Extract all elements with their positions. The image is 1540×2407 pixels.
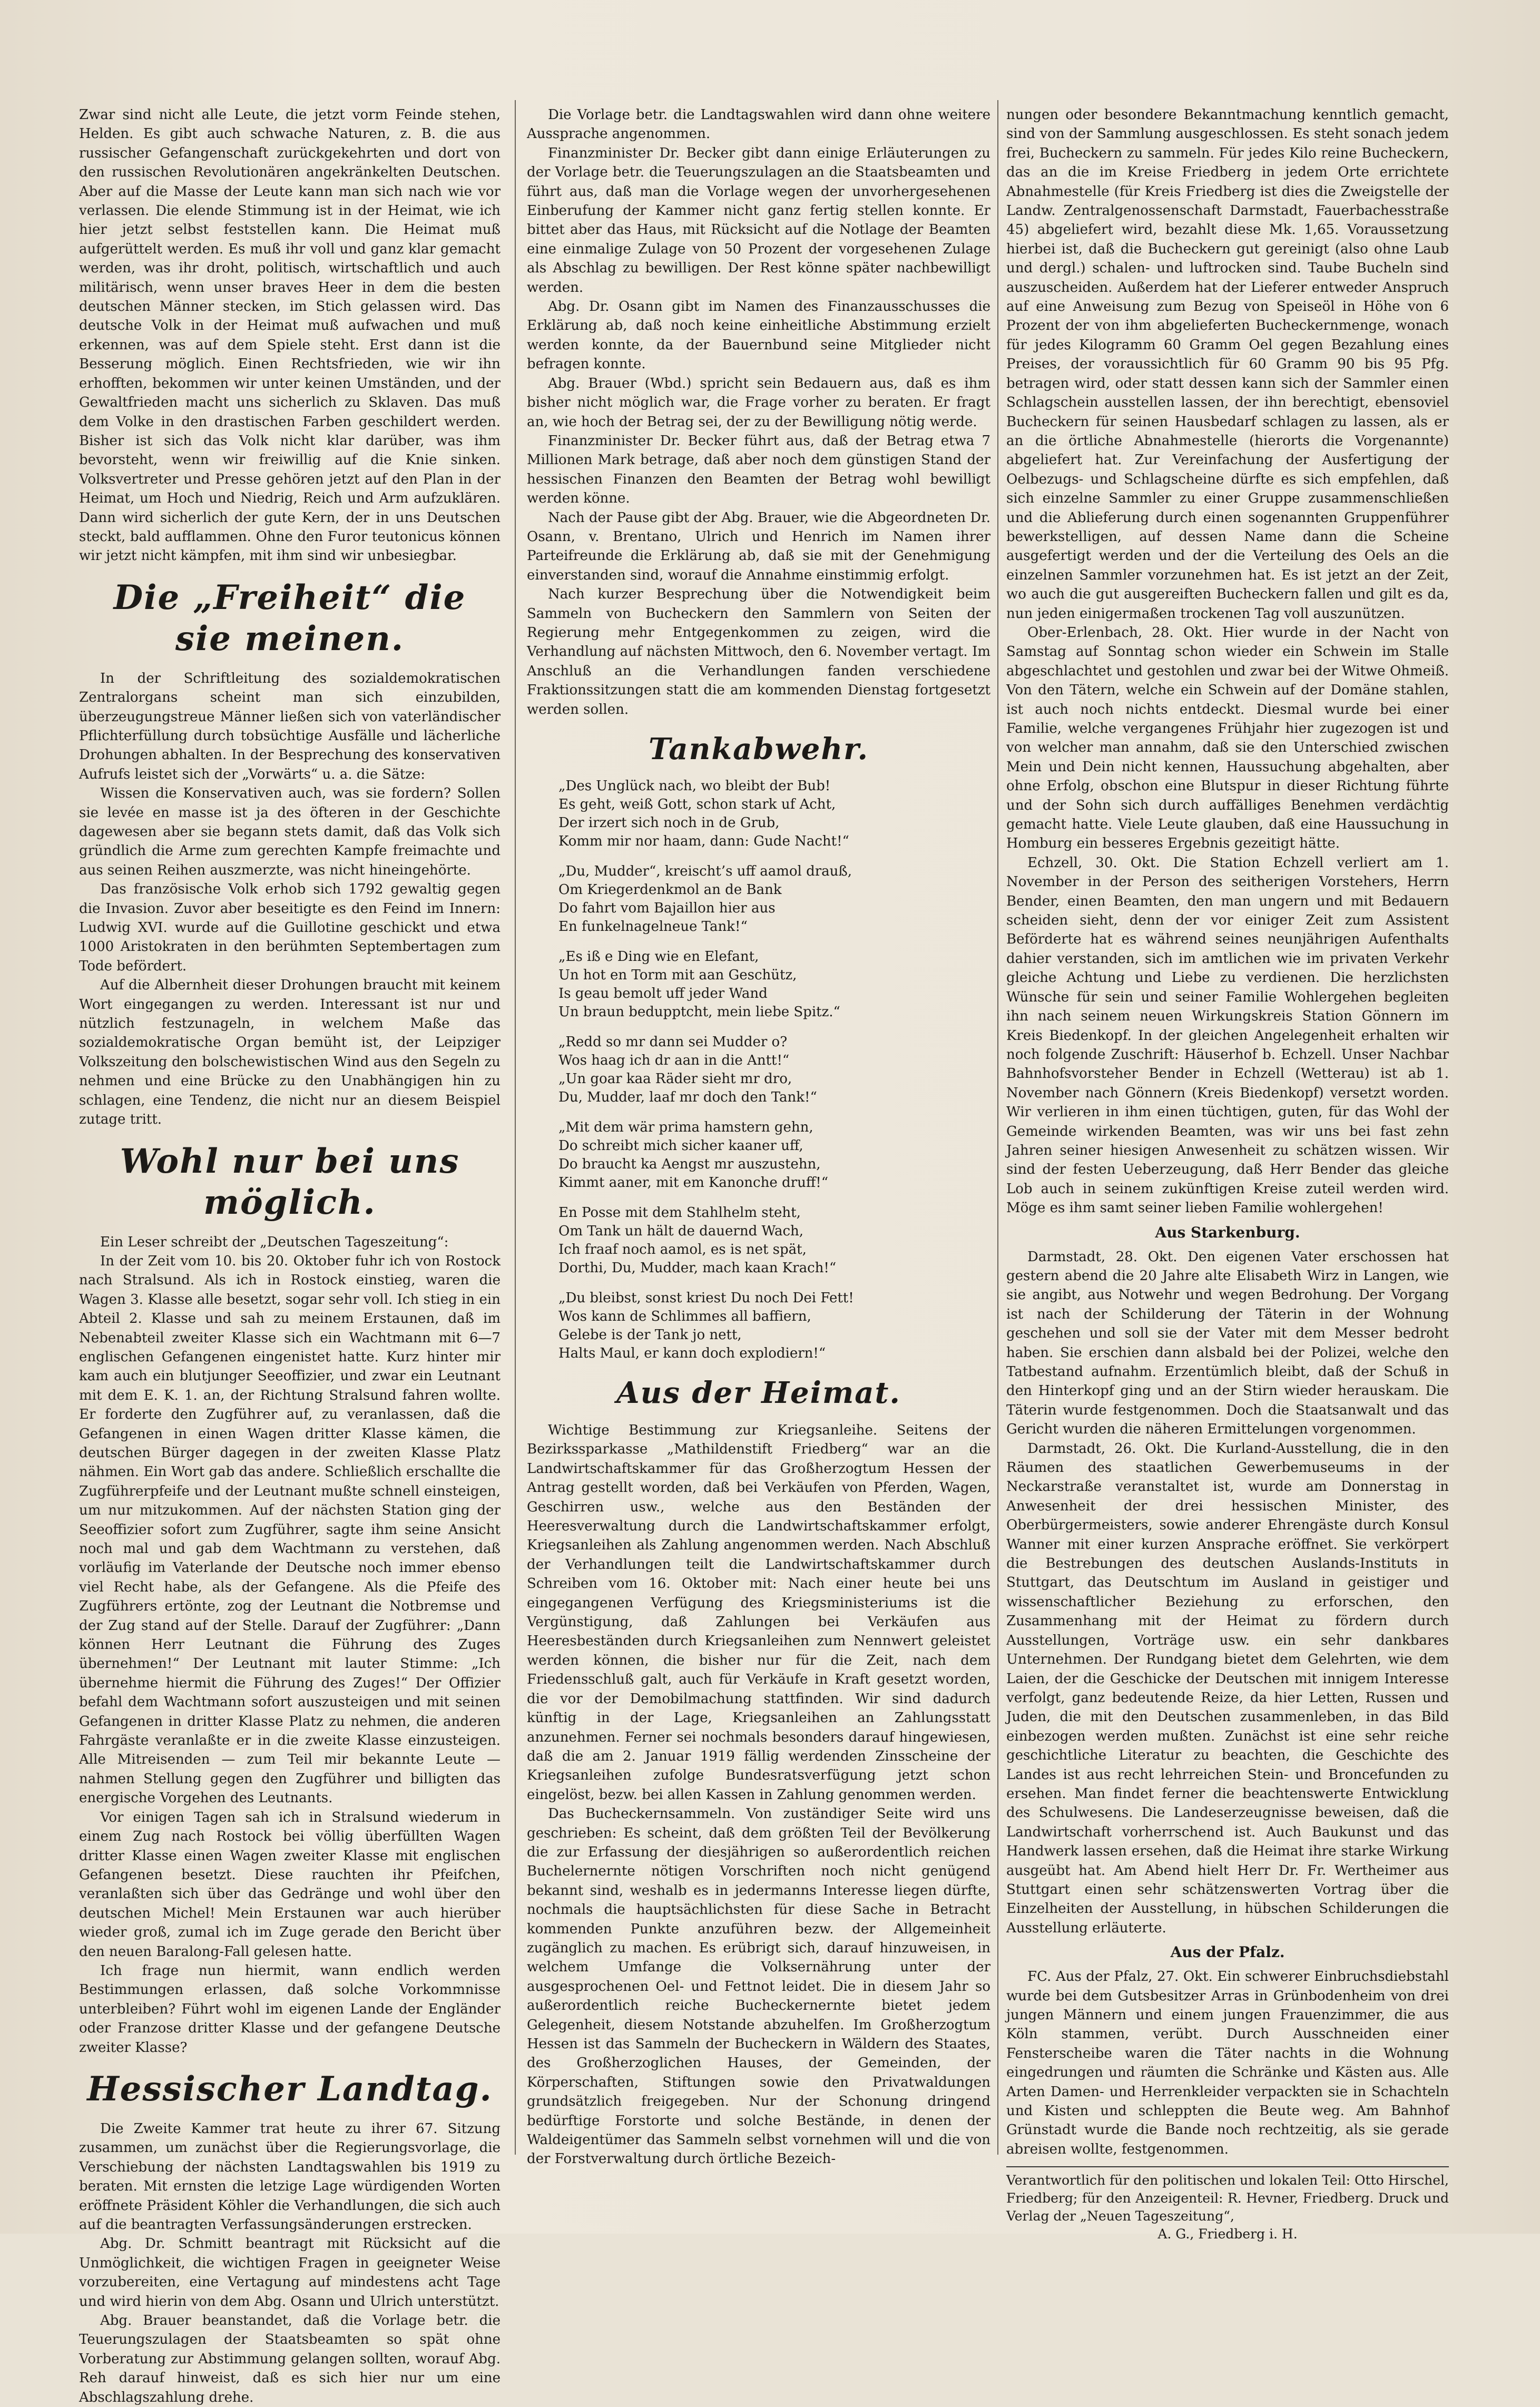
imprint	[1006, 2166, 1449, 2243]
section-subheading: Aus Starkenburg.	[1155, 1223, 1300, 1241]
article-paragraph: In der Zeit vom 10. bis 20. Oktober fuhr ich von Rostock nach Stralsund. Als ich in Rostock einstieg, waren die Wagen 3. Klasse alle besetzt, sogar sehr voll. Ich stieg in ein Abteil 2. Klasse und sah zu meinem Erstaunen, daß im Nebenabteil zweiter Klasse sich ein Wachtmann mit 6—7 englischen Gefangenen eingenistet hatte. Kurz hinter mir kam auch ein blutjunger Seeoffizier, und zwar ein Leutnant mit dem E. K. 1. an, der Richtung Stralsund fahren wollte. Er forderte den Zugführer auf, zu veranlassen, daß die Gefangenen in einen Wagen dritter Klasse kämen, die deutschen Bürger dagegen in der zweiten Klasse Platz nähmen. Ein Wort gab das andere. Schließlich erschallte die Zugführerpfeife und der Leutnant mußte schnell einsteigen, um nur mitzukommen. Auf der nächsten Station ging der Seeoffizier sofort zum Zugführer, sagte ihm seine Ansicht noch mal und gab dem Wachtmann zu verstehen, daß vorläufig im Vaterlande der Deutsche noch immer ebenso viel Recht habe, als der Gefangene. Als die Pfeife des Zugführers ertönte, zog der Leutnant die Notbremse und der Zug stand auf der Stelle. Darauf der Zugführer: „Dann können Herr Leutnant die Führung des Zuges übernehmen!“ Der Leutnant mit lauter Stimme: „Ich übernehme hiermit die Führung des Zuges!“ Der Offizier befahl dem Wachtmann sofort auszusteigen und mit seinen Gefangenen in dritter Klasse Platz zu nehmen, die anderen Fahrgäste veranlaßte er in die zweite Klasse einzusteigen. Alle Mitreisenden — zum Teil mir bekannte Leute — nahmen Stellung gegen den Zugführer und billigten das energische Vorgehen des Leutnants.	[79, 1253, 501, 1806]
column-rule	[997, 100, 998, 2155]
poem-stanza: „Es iß e Ding wie en Elefant, Un hot en Torm mit aan Geschütz, Is geau bemolt uff jeder Wand Un braun bedupptcht, mein liebe Spitz.“	[558, 949, 840, 1020]
poem	[558, 777, 990, 1363]
article-paragraph: Die Zweite Kammer trat heute zu ihrer 67. Sitzung zusammen, um zunächst über die Regierungsvorlage, die Verschiebung der nächsten Landtagswahlen bis 1919 zu beraten. Mit ernsten die letzige Lage würdigenden Worten eröffnete Präsident Köhler die Verhandlungen, die sich auch auf die beantragten Verfassungsänderungen erstrecken.	[79, 2120, 501, 2233]
poem-stanza: En Posse mit dem Stahlhelm steht, Om Tank un hält de dauernd Wach, Ich fraaf noch aamol, es is net spät, Dorthi, Du, Mudder, mach kaan Krach!“	[558, 1205, 837, 1276]
column-middle	[527, 105, 990, 2169]
article-paragraph: In der Schriftleitung des sozialdemokratischen Zentralorgans scheint man sich einzubilden, überzeugungstreue Männer ließen sich von vaterländischer Pflichterfüllung durch tobsüchtige Ausfälle und lächerliche Drohungen abhalten. In der Besprechung des konservativen Aufrufs leistet sich der „Vorwärts“ u. a. die Sätze:	[79, 670, 501, 782]
imprint-publisher: A. G., Friedberg i. H.	[1158, 2226, 1298, 2242]
column-rule	[515, 100, 516, 2155]
article-paragraph: nungen oder besondere Bekanntmachung kenntlich gemacht, sind von der Sammlung ausgeschlossen. Es steht sonach jedem frei, Bucheckern zu sammeln. Für jedes Kilo reine Bucheckern, das an die im Kreise Friedberg in jedem Orte errichtete Abnahmestelle (für Kreis Friedberg ist dies die Zweigstelle der Landw. Zentralgenossenschaft Darmstadt, Fauerbachesstraße 45) abgeliefert wird, bezahlt diese Mk. 1,65. Voraussetzung hierbei ist, daß die Bucheckern gut gereinigt (also ohne Laub und dergl.) schalen- und luftrocken sind. Taube Bucheln sind auszuscheiden. Außerdem hat der Lieferer entweder Anspruch auf eine Anweisung zum Bezug von Speiseöl in Höhe von 6 Prozent der von ihm abgelieferten Bucheckernmenge, wonach für jedes Kilogramm 60 Gramm Oel gegen Bezahlung eines Preises, der voraussichtlich für 60 Gramm 90 bis 95 Pfg. betragen wird, oder statt dessen kann sich der Sammler einen Schlagschein ausstellen lassen, der ihn berechtigt, ebensoviel Bucheckern für seinen Hausbedarf schlagen zu lassen, als er an die örtliche Abnahmestelle (hierorts die Vorgenannte) abgeliefert hat. Zur Vereinfachung der Ausfertigung der Oelbezugs- und Schlagscheine dürfte es sich empfehlen, daß sich einzelne Sammler zu einer Gruppe zusammenschließen und die Ablieferung durch einen sogenannten Gruppenführer bewerkstelligen, auf dessen Name dann die Scheine ausgefertigt werden und der die Verteilung des Oels an die einzelnen Sammler vorzunehmen hat. Es ist jetzt an der Zeit, wo auch die gut ausgereiften Bucheckern fallen und gilt es da, nun jeden einigermaßen trockenen Tag voll auszunützen.	[1006, 107, 1449, 622]
quote-paragraph: Das französische Volk erhob sich 1792 gewaltig gegen die Invasion. Zuvor aber beseitigte es den Feind im Innern: Ludwig XVI. wurde auf die Guillotine geschickt und etwa 1000 Aristokraten in den berühmten Septembertagen zum Tode befördert.	[79, 881, 501, 974]
poem-stanza: „Des Unglück nach, wo bleibt der Bub! Es geht, weiß Gott, schon stark uf Acht, Der irzert sich noch in de Grub, Komm mir nor haam, dann: Gude Nacht!“	[558, 778, 849, 849]
article-paragraph: Abg. Dr. Schmitt beantragt mit Rücksicht auf die Unmöglichkeit, die wichtigen Fragen in geeigneter Weise vorzubereiten, eine Vertagung auf mindestens acht Tage und wird hierin von dem Abg. Osann und Ulrich unterstützt.	[79, 2236, 501, 2310]
article-paragraph: Finanzminister Dr. Becker führt aus, daß der Betrag etwa 7 Millionen Mark betrage, daß aber noch dem günstigen Stand der hessischen Finanzen den Beamten der Betrag wohl bewilligt werden könne.	[527, 433, 990, 507]
article-paragraph: Ein Leser schreibt der „Deutschen Tageszeitung“:	[100, 1234, 449, 1250]
article-paragraph: Finanzminister Dr. Becker gibt dann einige Erläuterungen zu der Vorlage betr. die Teuerungszulagen an die Staatsbeamten und führt aus, daß man die Vorlage wegen der unvorhergesehenen Einberufung der Kammer nicht ganz fertig stellen konnte. Er bittet aber das Haus, mit Rücksicht auf die Notlage der Beamten eine einmalige Zulage von 50 Prozent der vorgesehenen Zulage als Abschlag zu bewilligen. Der Rest könne später nachbewilligt werden.	[527, 145, 990, 296]
article-paragraph: Das Bucheckernsammeln. Von zuständiger Seite wird uns geschrieben: Es scheint, daß dem größten Teil der Bevölkerung die zur Erfassung der diesjährigen so außerordentlich reichen Buchelernernte nötigen Vorschriften noch nicht genügend bekannt sind, weshalb es in jedermanns Interesse liegen dürfte, nochmals die hauptsächlichsten für diese Sache in Betracht kommenden Punkte anzuführen bezw. der Allgemeinheit zugänglich zu machen. Es erübrigt sich, darauf hinzuweisen, in welchem Umfange die Volksernährung unter der ausgesprochenen Oel- und Fettnot leidet. Die in diesem Jahr so außerordentlich reiche Bucheckernernte bietet jedem Gelegenheit, diesem Notstande abzuhelfen. Im Großherzogtum Hessen ist das Sammeln der Bucheckern in Wäldern des Staates, des Großherzoglichen Hauses, der Gemeinden, der Körperschaften, Stiftungen sowie den Privatwaldungen grundsätzlich freigegeben. Nur der Schonung dringend bedürftige Forstorte und solche Bestände, in denen der Waldeigentümer das Sammeln selbst vornehmen will und die von der Forstverwaltung durch örtliche Bezeich-	[527, 1806, 990, 2167]
article-paragraph: Abg. Brauer beanstandet, daß die Vorlage betr. die Teuerungszulagen der Staatsbeamten so spät ohne Vorberatung zur Abstimmung gelangen sollten, worauf Abg. Reh darauf hinweist, daß es sich hier nur um eine Abschlagszahlung drehe.	[79, 2313, 501, 2405]
article-paragraph: Nach kurzer Besprechung über die Notwendigkeit beim Sammeln von Bucheckern den Sammlern von Seiten der Regierung mehr Entgegenkommen zu zeigen, wird die Verhandlung auf nächsten Mittwoch, den 6. November vertagt. Im Anschluß an die Verhandlungen fanden verschiedene Fraktionssitzungen statt die am kommenden Dienstag fortgesetzt werden sollen.	[527, 586, 990, 718]
article-headline: Die „Freiheit“ die sie meinen.	[113, 577, 466, 659]
section-subheading: Aus der Pfalz.	[1170, 1943, 1285, 1961]
imprint-responsible: Verantwortlich für den politischen und lokalen Teil: Otto Hirschel, Friedberg; für den Anzeigenteil: R. Hevner, Friedberg. Druck und Verlag der „Neuen Tageszeitung“,	[1006, 2173, 1449, 2224]
article-paragraph: Vor einigen Tagen sah ich in Stralsund wiederum in einem Zug nach Rostock bei völlig überfüllten Wagen dritter Klasse einen Wagen zweiter Klasse mit englischen Gefangenen besetzt. Diese rauchten ihr Pfeifchen, veranlaßten sich über das Gedränge und wohl über den deutschen Michel! Mein Erstaunen war auch hierüber wieder groß, zumal ich im Zuge gerade den Bericht über den neuen Baralong-Fall gelesen hatte.	[79, 1809, 501, 1960]
quote-paragraph: Wissen die Konservativen auch, was sie fordern? Sollen sie levée en masse ist ja des öfteren in der Geschichte dagewesen aber sie begann stets damit, daß das Volk sich gründlich die Arme zum gerechten Kampfe freimachte und aus seinen Reihen auszmerzte, was nicht hineingehörte.	[79, 785, 501, 878]
poem-stanza: „Redd so mr dann sei Mudder o? Wos haag ich dr aan in die Antt!“ „Un goar kaa Räder sieht mr dro, Du, Mudder, laaf mr doch den Tank!“	[558, 1034, 817, 1105]
article-paragraph: Darmstadt, 26. Okt. Die Kurland-Ausstellung, die in den Räumen des staatlichen Gewerbemuseums in der Neckarstraße veranstaltet ist, wurde am Donnerstag in Anwesenheit der drei hessischen Minister, des Oberbürgermeisters, sowie anderer Ehrengäste durch Konsul Wanner mit einer kurzen Ansprache eröffnet. Sie verkörpert die Bestrebungen des deutschen Auslands-Instituts in Stuttgart, das Deutschtum im Ausland in geistiger und wissenschaftlicher Beziehung zu erforschen, den Zusammenhang mit der Heimat zu fördern durch Ausstellungen, Vorträge usw. ein sehr dankbares Unternehmen. Der Rundgang bietet dem Gelehrten, wie dem Laien, der die Geschicke der Deutschen mit innigem Interesse verfolgt, ganz bedeutende Reize, da hier Letten, Russen und Juden, die mit den Deutschen zusammenleben, in das Bild einbezogen werden mußten. Zunächst ist eine sehr reiche geschichtliche Literatur zu beachten, die Geschichte des Landes ist aus recht lehrreichen Stein- und Broncefunden zu ersehen. Man findet ferner die beachtenswerte Entwicklung des Schulwesens. Die Landeserzeugnisse beweisen, daß die Landwirtschaft vorherrschend ist. Auch Baukunst und das Handwerk lassen ersehen, daß die Heimat ihre starke Wirkung ausgeübt hat. Am Abend hielt Herr Dr. Fr. Wertheimer aus Stuttgart einen sehr schätzenswerten Vortrag über die Einzelheiten der Ausstellung, in hübschen Schilderungen die Ausstellung erläuterte.	[1006, 1440, 1449, 1936]
article-headline: Hessischer Landtag.	[87, 2069, 493, 2109]
article-paragraph: Wichtige Bestimmung zur Kriegsanleihe. Seitens der Bezirkssparkasse „Mathildenstift Friedberg“ war an die Landwirtschaftskammer für das Großherzogtum Hessen der Antrag gestellt worden, daß bei Verkäufen von Pferden, Wagen, Geschirren usw., welche aus den Beständen der Heeresverwaltung durch die Landwirtschaftskammer erfolgt, Kriegsanleihen als Zahlung angenommen werden. Nach Abschluß der Verhandlungen teilt die Landwirtschaftskammer durch Schreiben vom 16. Oktober mit: Nach einer heute bei uns eingegangenen Verfügung des Kriegsministeriums ist die Vergünstigung, daß Zahlungen bei Verkäufen aus Heeresbeständen durch Kriegsanleihen zum Nennwert geleistet werden können, die bisher nur für die Zeit, nach dem Friedensschluß galt, auch für Verkäufe in Kraft gesetzt worden, die vor der Demobilmachung stattfinden. Wir sind dadurch künftig in der Lage, Kriegsanleihen an Zahlungsstatt anzunehmen. Ferner sei nochmals besonders darauf hingewiesen, daß die am 2. Januar 1919 fällig werdenden Zinsscheine der Kriegsanleihen zufolge Bundesratsverfügung jetzt schon eingelöst, bezw. bei allen Kassen in Zahlung genommen werden.	[527, 1422, 990, 1803]
article-paragraph: Abg. Brauer (Wbd.) spricht sein Bedauern aus, daß es ihm bisher nicht möglich war, die Frage vorher zu beraten. Er fragt an, wie hoch der Betrag sei, der zu der Bewilligung nötig werde.	[527, 375, 990, 430]
poem-stanza: „Du bleibst, sonst kriest Du noch Dei Fett! Wos kann de Schlimmes all baffiern, Gelebe is der Tank jo nett, Halts Maul, er kann doch explodiern!“	[558, 1290, 854, 1361]
article-paragraph: FC. Aus der Pfalz, 27. Okt. Ein schwerer Einbruchsdiebstahl wurde bei dem Gutsbesitzer Arras in Grünbodenheim von drei jungen Männern und einem jungen Frauenzimmer, die aus Köln stammen, verübt. Durch Ausschneiden einer Fensterscheibe waren die Täter nachts in die Wohnung eingedrungen und räumten die Schränke und Kästen aus. Alle Arten Damen- und Herrenkleider verpackten sie in Schachteln und Kisten und schleppten die Beute weg. Am Bahnhof Grünstadt wurde die Bande noch rechtzeitig, als sie gerade abreisen wollte, festgenommen.	[1006, 1969, 1449, 2157]
article-paragraph: Auf die Albernheit dieser Drohungen braucht mit keinem Wort eingegangen zu werden. Interessant ist nur und nützlich festzunageln, in welchem Maße das sozialdemokratische Organ bemüht ist, der Leipziger Volkszeitung den bolschewistischen Wind aus den Segeln zu nehmen und eine Brücke zu den Unabhängigen hin zu schlagen, eine Tendenz, die nicht nur an diesem Beispiel zutage tritt.	[79, 977, 501, 1128]
section-headline: Aus der Heimat.	[616, 1376, 901, 1410]
article-paragraph: Abg. Dr. Osann gibt im Namen des Finanzausschusses die Erklärung ab, daß noch keine einheitliche Abstimmung erzielt werden konnte, da der Bauernbund seine Mitglieder nicht befragen konnte.	[527, 299, 990, 372]
poem-headline: Tankabwehr.	[649, 732, 869, 767]
article-headline: Wohl nur bei uns möglich.	[120, 1141, 460, 1222]
article-paragraph: Nach der Pause gibt der Abg. Brauer, wie die Abgeordneten Dr. Osann, v. Brentano, Ulrich und Henrich im Namen ihrer Parteifreunde die Erklärung ab, daß sie mit der Genehmigung einverstanden sind, worauf die Annahme einstimmig erfolgt.	[527, 509, 990, 583]
article-paragraph: Echzell, 30. Okt. Die Station Echzell verliert am 1. November in der Person des seitherigen Vorstehers, Herrn Bender, einen Beamten, den man ungern und mit Bedauern scheiden sieht, denn der vor einiger Zeit zum Assistent Beförderte hat es während seines neunjährigen Aufenthalts dahier verstanden, sich im amtlichen wie im privaten Verkehr gleiche Achtung und Liebe zu verdienen. Die herzlichsten Wünsche für sein und seiner Familie Wohlergehen begleiten ihn nach seinem neuen Wirkungskreis Station Gönnern im Kreis Biedenkopf. In der gleichen Angelegenheit erhalten wir noch folgende Zuschrift: Häuserhof b. Echzell. Unser Nachbar Bahnhofsvorsteher Bender in Echzell (Wetterau) ist ab 1. November nach Gönnern (Kreis Biedenkopf) versetzt worden. Wir verlieren in ihm einen tüchtigen, guten, für das Wohl der Gemeinde wirkenden Beamten, was wir uns bei fast zehn Jahren seiner hiesigen Anwesenheit zu schätzen wissen. Wir sind der festen Ueberzeugung, daß Herr Bender das gleiche Lob auch in seinem zukünftigen Kreise zuteil werden wird. Möge es ihm samt seiner lieben Familie wohlergehen!	[1006, 854, 1449, 1216]
article-paragraph: Ober-Erlenbach, 28. Okt. Hier wurde in der Nacht von Samstag auf Sonntag schon wieder ein Schwein im Stalle abgeschlachtet und gestohlen und zwar bei der Witwe Ohmeiß. Von den Tätern, welche ein Schwein auf der Domäne stahlen, ist auch noch nichts entdeckt. Diesmal wurde bei einer Familie, welche vergangenes Frühjahr hier zugezogen ist und von welcher man annahm, daß sie den Unterschied zwischen Mein und Dein nicht kennen, Haussuchung abgehalten, aber ohne Erfolg, obschon eine Blutspur in dieser Richtung führte und der Sohn sich durch auffälliges Benehmen verdächtig gemacht hatte. Viele Leute glauben, daß eine Haussuchung in Homburg ein besseres Ergebnis gezeitigt hätte.	[1006, 624, 1449, 852]
article-paragraph: Die Vorlage betr. die Landtagswahlen wird dann ohne weitere Aussprache angenommen.	[527, 107, 990, 142]
article-paragraph: Darmstadt, 28. Okt. Den eigenen Vater erschossen hat gestern abend die 20 Jahre alte Elisabeth Wirz in Langen, wie sie angibt, aus Notwehr und wegen Bedrohung. Der Vorgang ist nach der Schilderung der Täterin in der Wohnung geschehen und soll sie der Vater mit dem Messer bedroht haben. Sie erschien dann alsbald bei der Polizei, welche den Tatbestand aufnahm. Erzentümlich bleibt, daß der Schuß in den Hinterkopf ging und an der Stirn wieder herauskam. Die Täterin wurde festgenommen. Doch die Staatsanwalt und das Gericht wurden die näheren Ermittelungen vorgenommen.	[1006, 1249, 1449, 1438]
article-paragraph: Ich frage nun hiermit, wann endlich werden Bestimmungen erlassen, daß solche Vorkommnisse unterbleiben? Führt wohl im eigenen Lande der Engländer oder Franzose dritter Klasse und der gefangene Deutsche zweiter Klasse?	[79, 1962, 501, 2056]
poem-stanza: „Du, Mudder“, kreischt’s uff aamol drauß, Om Kriegerdenkmol an de Bank Do fahrt vom Bajaillon hier aus En funkelnagelneue Tank!“	[558, 863, 852, 935]
article-paragraph: Zwar sind nicht alle Leute, die jetzt vorm Feinde stehen, Helden. Es gibt auch schwache Naturen, z. B. die aus russischer Gefangenschaft zurückgekehrten und dort von den russischen Revolutionären angekränkelten Deutschen. Aber auf die Masse der Leute kann man sich nach wie vor verlassen. Die elende Stimmung ist in der Heimat, wie ich hier jetzt selbst feststellen kann. Die Heimat muß aufgerüttelt werden. Es muß ihr voll und ganz klar gemacht werden, was ihr droht, politisch, wirtschaftlich und auch militärisch, wenn unser braves Heer in dem die besten deutschen Männer stecken, im Stich gelassen wird. Das deutsche Volk in der Heimat muß aufwachen und muß erkennen, was auf dem Spiele steht. Erst dann ist die Besserung möglich. Einen Rechtsfrieden, wie wir ihn erhofften, bekommen wir unter keinen Umständen, und der Gewaltfrieden macht uns sicherlich zu Sklaven. Das muß dem Volke in den drastischen Farben geschildert werden. Bisher ist sich das Volk nicht klar darüber, was ihm bevorsteht, wenn wir freiwillig auf die Knie sinken. Volksvertreter und Presse gehören jetzt auf den Plan in der Heimat, um Hoch und Niedrig, Reich und Arm aufzuklären. Dann wird sicherlich der gute Kern, der in uns Deutschen steckt, bald aufflammen. Ohne den Furor teutonicus können wir jetzt nicht kämpfen, mit ihm sind wir unbesiegbar.	[79, 107, 501, 564]
column-left	[79, 105, 501, 2407]
column-right	[1006, 105, 1449, 2243]
poem-stanza: „Mit dem wär prima hamstern gehn, Do schreibt mich sicher kaaner uff, Do braucht ka Aengst mr auszustehn, Kimmt aaner, mit em Kanonche druff!“	[558, 1119, 829, 1191]
